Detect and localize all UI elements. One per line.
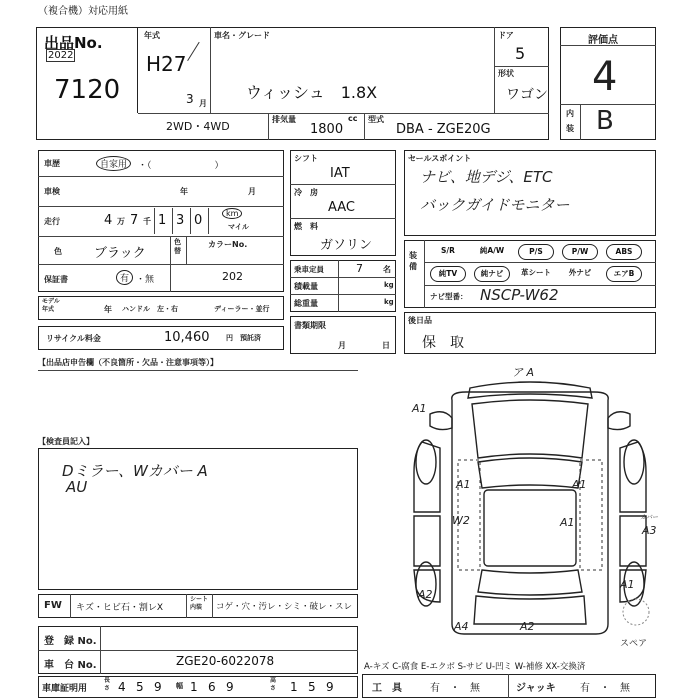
listing-number-box bbox=[36, 27, 138, 113]
name-label: 車名・グレード bbox=[214, 31, 270, 40]
doors-label: ドア bbox=[498, 31, 514, 40]
tools-label: 工 具 bbox=[372, 683, 402, 694]
wid-digit-3: 9 bbox=[226, 680, 234, 694]
damage-rear-a2: A2 bbox=[520, 620, 535, 633]
displacement-value: 1800 bbox=[310, 122, 344, 137]
hgt-digit-1: 1 bbox=[290, 680, 298, 694]
sales-points-line1: ナビ、地デジ、ETC bbox=[420, 168, 553, 186]
month-value: 3 bbox=[186, 92, 194, 106]
chassis-label: 車 台 No. bbox=[44, 660, 97, 671]
mileage-unit-man: 万 bbox=[117, 217, 125, 226]
sales-points-label: セールスポイント bbox=[408, 154, 472, 163]
fuel-label: 燃 料 bbox=[294, 222, 318, 231]
inspector-line1: Dミラー、Wカバー A bbox=[62, 462, 208, 480]
recycle-unit: 円 預託済 bbox=[226, 334, 261, 342]
fw-label: FW bbox=[44, 600, 62, 611]
mileage-unit-mile: マイル bbox=[228, 223, 249, 231]
damage-legend: A-キズ C-腐食 E-エクボ S-サビ U-凹ミ W-補修 XX-交換済 bbox=[364, 662, 586, 672]
seller-note-label: 【出品店申告欄（不良箇所・欠品・注意事項等）】 bbox=[38, 358, 218, 367]
equipment-option: 革シート bbox=[521, 268, 551, 277]
ac-value: AAC bbox=[328, 200, 355, 215]
equipment-option: 外ナビ bbox=[568, 268, 592, 277]
len-digit-1: 4 bbox=[118, 680, 126, 694]
model-row-year: 年 bbox=[104, 305, 112, 314]
mileage-unit-sen: 千 bbox=[143, 217, 151, 226]
history-label: 車歴 bbox=[44, 159, 60, 168]
inspector-label: 【検査員記入】 bbox=[38, 437, 94, 446]
car-damage-diagram bbox=[400, 362, 660, 642]
rating-label: 評価点 bbox=[588, 35, 618, 46]
fw-items: キズ・ヒビ石・割レX bbox=[76, 603, 163, 613]
navi-value: NSCP-W62 bbox=[480, 286, 559, 304]
equipment-option: 純ナビ bbox=[474, 266, 510, 282]
weight-label: 総重量 bbox=[294, 299, 318, 308]
equipment-option: 純A/W bbox=[479, 246, 505, 255]
mileage-digit-2: 7 bbox=[130, 213, 139, 228]
wid-label: 幅 bbox=[176, 682, 183, 690]
fuel-value: ガソリン bbox=[320, 238, 373, 253]
inspection-label: 車検 bbox=[44, 187, 60, 196]
warranty-label: 保証書 bbox=[44, 275, 68, 284]
warranty-yes: 有 bbox=[116, 270, 133, 285]
reg-label: 登 録 No. bbox=[44, 636, 97, 647]
equipment-option: エアB bbox=[606, 266, 642, 282]
hgt-digit-3: 9 bbox=[326, 680, 334, 694]
equipment-option: P/S bbox=[518, 244, 554, 260]
jack-value: 有 ・ 無 bbox=[580, 683, 630, 694]
body-value: ワゴン bbox=[506, 87, 548, 103]
len-digit-3: 9 bbox=[154, 680, 162, 694]
mileage-unit-km: km bbox=[222, 208, 242, 219]
damage-bottom-right: A1 bbox=[620, 578, 635, 591]
equipment-option: P/W bbox=[562, 244, 598, 260]
displacement-unit: cc bbox=[348, 114, 358, 123]
mileage-label: 走行 bbox=[44, 217, 60, 226]
recycle-label: リサイクル料金 bbox=[46, 334, 101, 343]
history-rest: ・（ ） bbox=[138, 161, 224, 171]
year-value: H27 bbox=[146, 52, 187, 76]
month-suffix: 月 bbox=[199, 99, 207, 108]
shift-value: IAT bbox=[330, 166, 350, 181]
interior-value: B bbox=[596, 106, 614, 136]
model-row-label: モデル 年式 bbox=[42, 298, 60, 313]
damage-front: ア A bbox=[512, 366, 535, 379]
inspection-month: 月 bbox=[248, 187, 256, 196]
mileage-digit-1: 4 bbox=[104, 213, 113, 228]
spare-label: スペア bbox=[620, 639, 648, 649]
hgt-digit-2: 5 bbox=[308, 680, 316, 694]
name-value: ウィッシュ 1.8X bbox=[246, 83, 378, 102]
damage-door: W2 bbox=[452, 514, 470, 527]
seat-items: コゲ・穴・汚レ・シミ・破レ・スレ bbox=[216, 602, 353, 612]
damage-bottom-left: A2 bbox=[418, 588, 433, 601]
inspector-line2: AU bbox=[66, 478, 88, 496]
damage-left-mirror: A1 bbox=[412, 402, 427, 415]
recycle-value: 10,460 bbox=[164, 330, 210, 345]
drive-value: 2WD・4WD bbox=[166, 120, 230, 133]
doors-value: 5 bbox=[515, 44, 526, 63]
model-label: 型式 bbox=[368, 115, 384, 124]
after-value: 保 取 bbox=[422, 335, 464, 351]
color-value: ブラック bbox=[94, 246, 146, 261]
equipment-option: ABS bbox=[606, 244, 642, 260]
jack-label: ジャッキ bbox=[516, 683, 556, 694]
body-label: 形状 bbox=[498, 69, 514, 78]
warranty-no: ・無 bbox=[136, 275, 155, 285]
rating-value: 4 bbox=[592, 54, 618, 100]
weight-unit: kg bbox=[384, 298, 394, 306]
mileage-digit-3: 1 bbox=[158, 213, 167, 228]
load-label: 積載量 bbox=[294, 282, 318, 291]
damage-rear-right: A3 bbox=[642, 524, 657, 537]
cert-label: 車庫証明用 bbox=[42, 684, 88, 694]
interior-label-2: 装 bbox=[566, 124, 574, 133]
color-change-label: 色替 bbox=[174, 238, 181, 255]
damage-mid-left: A1 bbox=[456, 478, 471, 491]
equipment-label: 装備 bbox=[409, 251, 417, 271]
damage-rear-right-small: カバー bbox=[640, 514, 659, 521]
mileage-digit-5: 0 bbox=[194, 213, 203, 228]
capacity-value: 7 bbox=[356, 262, 363, 275]
equipment-option: S/R bbox=[441, 246, 455, 255]
len-digit-2: 5 bbox=[136, 680, 144, 694]
handle-label: ハンドル 左・右 bbox=[122, 305, 178, 313]
capacity-unit: 名 bbox=[383, 265, 391, 274]
ac-label: 冷 房 bbox=[294, 188, 318, 197]
equipment-option: 純TV bbox=[430, 266, 466, 282]
history-value: 自家用 bbox=[96, 156, 131, 171]
model-value: DBA - ZGE20G bbox=[396, 122, 491, 137]
year-label: 年式 bbox=[144, 31, 160, 40]
sales-points-line2: バックガイドモニター bbox=[420, 196, 570, 214]
after-label: 後日品 bbox=[408, 316, 432, 325]
listing-number-label: 出品No. bbox=[44, 34, 103, 52]
hgt-label: 高 さ bbox=[270, 677, 277, 692]
damage-rear-a4: A4 bbox=[454, 620, 469, 633]
capacity-label: 乗車定員 bbox=[294, 265, 324, 274]
form-header-note: （複合機）対応用紙 bbox=[38, 6, 128, 17]
year-stamp: 2022 bbox=[48, 50, 74, 61]
len-label: 長 さ bbox=[104, 677, 111, 692]
color-no-value: 202 bbox=[222, 270, 243, 283]
wid-digit-2: 6 bbox=[208, 680, 216, 694]
damage-right-top: A1 bbox=[572, 478, 587, 491]
seat-label: シート 内装 bbox=[190, 596, 209, 611]
displacement-label: 排気量 bbox=[272, 115, 296, 124]
doc-label: 書類期限 bbox=[294, 321, 326, 330]
shift-label: シフト bbox=[294, 154, 318, 163]
wid-digit-1: 1 bbox=[190, 680, 198, 694]
interior-label-1: 内 bbox=[566, 109, 574, 118]
load-unit: kg bbox=[384, 281, 394, 289]
tools-value: 有 ・ 無 bbox=[430, 683, 480, 694]
color-no-label: カラーNo. bbox=[208, 240, 248, 249]
navi-label: ナビ型番： bbox=[430, 292, 468, 301]
doc-month: 月 bbox=[338, 341, 346, 350]
dealer-label: ディーラー・並行 bbox=[214, 305, 270, 313]
damage-right-side: A1 bbox=[560, 516, 575, 529]
color-label: 色 bbox=[54, 247, 62, 256]
mileage-digit-4: 3 bbox=[176, 213, 185, 228]
inspection-year: 年 bbox=[180, 187, 188, 196]
listing-number: 7120 bbox=[54, 75, 121, 105]
doc-day: 日 bbox=[382, 341, 390, 350]
chassis-value: ZGE20-6022078 bbox=[176, 654, 275, 668]
